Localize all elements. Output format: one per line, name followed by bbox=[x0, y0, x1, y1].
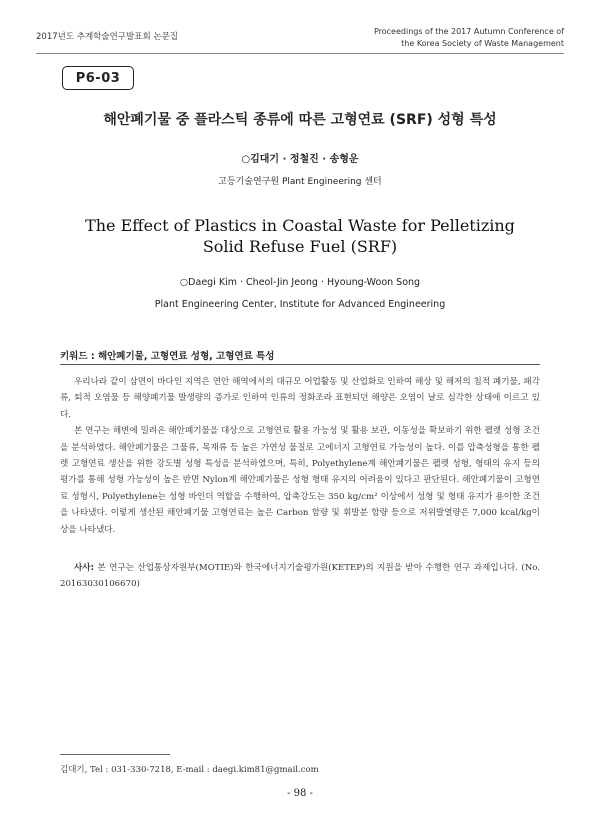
title-english-line1: The Effect of Plastics in Coastal Waste for Pelletizing bbox=[85, 216, 515, 235]
title-english bbox=[80, 215, 520, 257]
running-header-english-line2: the Korea Society of Waste Management bbox=[401, 39, 564, 48]
abstract-paragraph-1: 우리나라 같이 삼면이 바다인 지역은 연안 해역에서의 대규모 어업활동 및 산업화로 인하여 해상 및 해저의 침적 폐기물, 패각류, 퇴적 오염물 등 해양폐기물 발생량의 증가로 인하여 인류의 정화조라 표현되던 해양은 오염이 날로 심각한 상태에 이르고 있다. bbox=[60, 377, 540, 420]
authors-english: ○Daegi Kim · Cheol-Jin Jeong · Hyoung-Woon Song bbox=[179, 277, 421, 288]
paper-code-badge: P6-03 bbox=[62, 66, 134, 90]
header-divider bbox=[36, 53, 564, 54]
page-number: - 98 - bbox=[287, 788, 313, 799]
affiliation-english: Plant Engineering Center, Institute for Advanced Engineering bbox=[154, 299, 446, 310]
abstract-paragraph-2: 본 연구는 해변에 밀려온 해안폐기물을 대상으로 고형연료 활용 가능성 및 활용 보관, 이동성을 확보하기 위한 펠렛 성형 조건을 분석하였다. 해안폐기물은 그물류, 목재류 등 높은 가연성 물질로 고에너지 고형연료 가능성이 높다. 이를 압축성형을 통한 펠렛 고형연료 생산을 위한 강도별 성형 특성을 분석하였으며, 특히, Polyethylene계 해안폐기물은 펠렛 성형, 형태의 유지 등의 평가를 통해 성형 가능성이 높은 반면 Nylon계 해안폐기물은 성형 형태 유지의 어려움이 있다고 판단된다. 해안폐기물이 고형연료 성형시, Polyethylene는 성형 바인더 역할을 수행하여, 압축강도는 350 kg/cm² 이상에서 성형 및 형태 유지가 용이한 조건을 나타냈다. 이렇게 생산된 해안폐기물 고형연료는 높은 Carbon 함량 및 휘발분 함량 등으로 저위발열량은 7,000 kcal/kg이상을 나타냈다. bbox=[60, 426, 540, 535]
acknowledgement-label: 사사: bbox=[74, 563, 95, 573]
abstract-body bbox=[60, 374, 540, 538]
authors-korean: ○김대기 · 정철진 · 송형운 bbox=[241, 154, 359, 165]
affiliation-korean: 고등기술연구원 Plant Engineering 센터 bbox=[218, 177, 382, 187]
keywords: 키워드 : 해안폐기물, 고형연료 성형, 고형연료 특성 bbox=[60, 351, 275, 362]
acknowledgement-text: 본 연구는 산업통상자원부(MOTIE)와 한국에너지기술평가원(KETEP)의 지원을 받아 수행한 연구 과제입니다. (No. 20163030106670) bbox=[60, 563, 540, 590]
running-header-english-line1: Proceedings of the 2017 Autumn Conference of bbox=[373, 27, 564, 36]
footnote-divider bbox=[60, 754, 170, 755]
acknowledgement bbox=[60, 560, 540, 593]
running-header-english bbox=[374, 26, 564, 50]
title-english-line2: Solid Refuse Fuel (SRF) bbox=[202, 237, 398, 256]
keywords-divider bbox=[60, 364, 540, 365]
running-header-korean: 2017년도 추계학술연구발표회 논문집 bbox=[36, 32, 178, 42]
title-korean: 해안폐기물 중 플라스틱 종류에 따른 고형연료 (SRF) 성형 특성 bbox=[103, 112, 497, 128]
corresponding-author-footnote: 김대기, Tel : 031-330-7218, E-mail : daegi.kim81@gmail.com bbox=[60, 765, 319, 775]
